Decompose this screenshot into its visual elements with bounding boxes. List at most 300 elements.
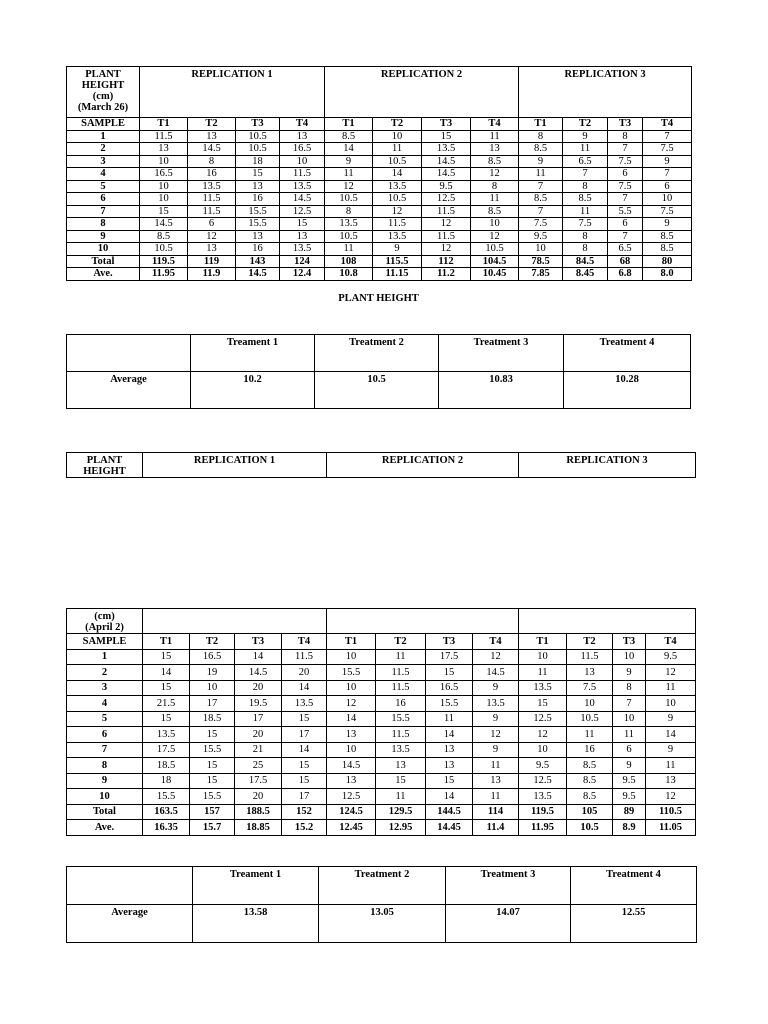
data-cell: 15 xyxy=(190,727,235,743)
treatment-header: T3 xyxy=(235,634,282,650)
sample-number: 5 xyxy=(67,711,143,727)
data-cell: 10 xyxy=(280,155,325,168)
total-value: 119.5 xyxy=(519,804,567,820)
data-cell: 11.5 xyxy=(422,230,471,243)
data-cell: 7.5 xyxy=(643,205,692,218)
data-cell: 11 xyxy=(325,168,373,181)
data-cell: 12.5 xyxy=(327,789,376,805)
ave-value: 10.45 xyxy=(471,268,519,281)
data-cell: 13 xyxy=(426,742,473,758)
total-value: 144.5 xyxy=(426,804,473,820)
data-cell: 10 xyxy=(567,696,613,712)
data-cell: 11.5 xyxy=(188,205,236,218)
data-cell: 11.5 xyxy=(567,649,613,665)
total-value: 112 xyxy=(422,255,471,268)
sample-number: 5 xyxy=(67,180,140,193)
average-value: 13.58 xyxy=(193,905,319,943)
data-cell: 16 xyxy=(236,243,280,256)
data-cell: 9 xyxy=(643,218,692,231)
ave-row xyxy=(67,820,696,836)
treatment-header: T1 xyxy=(519,118,563,131)
ave-value: 11.95 xyxy=(140,268,188,281)
sample-number: 2 xyxy=(67,665,143,681)
treatment-header: T3 xyxy=(422,118,471,131)
treatment-header: T1 xyxy=(140,118,188,131)
data-cell: 11 xyxy=(471,193,519,206)
data-cell: 15 xyxy=(519,696,567,712)
data-cell: 8.5 xyxy=(563,193,608,206)
data-cell: 8.5 xyxy=(325,130,373,143)
header-line: (March 26) xyxy=(77,102,129,114)
replication-2-blank xyxy=(327,609,519,634)
plant-height-table-april-2 xyxy=(66,608,696,836)
data-cell: 15 xyxy=(143,680,190,696)
data-cell: 14.5 xyxy=(280,193,325,206)
ave-value: 12.95 xyxy=(376,820,426,836)
replication-2-header: REPLICATION 2 xyxy=(327,453,519,478)
header-plant-height-cell xyxy=(67,453,143,478)
data-cell: 13 xyxy=(327,727,376,743)
data-cell: 16.5 xyxy=(426,680,473,696)
ave-value: 11.05 xyxy=(646,820,696,836)
total-value: 89 xyxy=(613,804,646,820)
data-cell: 20 xyxy=(282,665,327,681)
data-cell: 8 xyxy=(563,243,608,256)
data-cell: 13 xyxy=(188,243,236,256)
sample-number: 9 xyxy=(67,773,143,789)
treatment-4-header: Treatment 4 xyxy=(571,867,697,905)
table-row xyxy=(67,180,692,193)
data-cell: 16.5 xyxy=(140,168,188,181)
data-cell: 14 xyxy=(282,680,327,696)
data-cell: 14.5 xyxy=(327,758,376,774)
data-cell: 9.5 xyxy=(422,180,471,193)
treatment-header: T2 xyxy=(563,118,608,131)
data-cell: 14.5 xyxy=(235,665,282,681)
data-cell: 11 xyxy=(426,711,473,727)
ave-label: Ave. xyxy=(67,820,143,836)
data-cell: 8.5 xyxy=(567,773,613,789)
total-value: 84.5 xyxy=(563,255,608,268)
total-value: 68 xyxy=(608,255,643,268)
data-cell: 20 xyxy=(235,789,282,805)
total-value: 157 xyxy=(190,804,235,820)
data-cell: 13 xyxy=(646,773,696,789)
data-cell: 14 xyxy=(143,665,190,681)
sample-label: SAMPLE xyxy=(67,634,143,650)
data-cell: 8.5 xyxy=(643,230,692,243)
data-cell: 6 xyxy=(643,180,692,193)
total-value: 104.5 xyxy=(471,255,519,268)
data-cell: 7.5 xyxy=(519,218,563,231)
data-cell: 6 xyxy=(608,218,643,231)
data-cell: 11 xyxy=(376,789,426,805)
data-cell: 13.5 xyxy=(280,180,325,193)
data-cell: 18.5 xyxy=(190,711,235,727)
data-cell: 9 xyxy=(613,665,646,681)
data-cell: 17 xyxy=(282,727,327,743)
data-cell: 10.5 xyxy=(373,193,422,206)
data-cell: 15 xyxy=(422,130,471,143)
treatment-header: T4 xyxy=(280,118,325,131)
data-cell: 13.5 xyxy=(519,680,567,696)
data-cell: 8.5 xyxy=(567,758,613,774)
data-cell: 13.5 xyxy=(519,789,567,805)
data-cell: 8 xyxy=(608,130,643,143)
data-cell: 8 xyxy=(471,180,519,193)
data-cell: 9.5 xyxy=(519,758,567,774)
data-cell: 15 xyxy=(143,649,190,665)
data-cell: 9 xyxy=(643,155,692,168)
data-cell: 7 xyxy=(519,205,563,218)
table-row xyxy=(67,758,696,774)
data-cell: 9 xyxy=(473,742,519,758)
ave-value: 18.85 xyxy=(235,820,282,836)
ave-value: 16.35 xyxy=(143,820,190,836)
data-cell: 8 xyxy=(563,180,608,193)
sample-number: 3 xyxy=(67,680,143,696)
data-cell: 6.5 xyxy=(608,243,643,256)
data-cell: 9 xyxy=(563,130,608,143)
data-cell: 10 xyxy=(646,696,696,712)
data-cell: 11 xyxy=(325,243,373,256)
replication-3-header: REPLICATION 3 xyxy=(519,67,692,118)
total-row xyxy=(67,255,692,268)
header-line: HEIGHT xyxy=(83,466,126,478)
data-cell: 12 xyxy=(519,727,567,743)
data-cell: 10 xyxy=(140,155,188,168)
data-cell: 9 xyxy=(646,711,696,727)
ave-value: 15.7 xyxy=(190,820,235,836)
data-cell: 13.5 xyxy=(143,727,190,743)
data-cell: 14 xyxy=(646,727,696,743)
data-cell: 14 xyxy=(373,168,422,181)
empty-corner-cell xyxy=(67,867,193,905)
empty-corner-cell xyxy=(67,335,191,372)
data-cell: 14.5 xyxy=(422,168,471,181)
treatment-header: T2 xyxy=(373,118,422,131)
data-cell: 11 xyxy=(471,130,519,143)
total-value: 115.5 xyxy=(373,255,422,268)
data-cell: 10 xyxy=(190,680,235,696)
data-cell: 11.5 xyxy=(373,218,422,231)
sample-number: 7 xyxy=(67,742,143,758)
table-row xyxy=(67,243,692,256)
data-cell: 10 xyxy=(327,742,376,758)
sample-label: SAMPLE xyxy=(67,118,140,131)
data-cell: 15 xyxy=(140,205,188,218)
average-value: 10.5 xyxy=(315,372,439,409)
data-cell: 12 xyxy=(422,218,471,231)
ave-row xyxy=(67,268,692,281)
data-cell: 8 xyxy=(188,155,236,168)
sample-number: 6 xyxy=(67,193,140,206)
treatment-header: T4 xyxy=(473,634,519,650)
data-cell: 9.5 xyxy=(646,649,696,665)
total-value: 124.5 xyxy=(327,804,376,820)
data-cell: 15.5 xyxy=(236,205,280,218)
data-cell: 13 xyxy=(327,773,376,789)
treatment-header-row xyxy=(67,118,692,131)
table-row xyxy=(67,205,692,218)
treatment-header: T1 xyxy=(327,634,376,650)
data-cell: 10 xyxy=(613,711,646,727)
data-cell: 15.5 xyxy=(190,789,235,805)
data-cell: 11 xyxy=(563,143,608,156)
data-cell: 9 xyxy=(519,155,563,168)
header-line: PLANT xyxy=(86,455,123,466)
treatment-average-table-1 xyxy=(66,334,691,409)
sample-number: 6 xyxy=(67,727,143,743)
data-cell: 15 xyxy=(236,168,280,181)
data-cell: 13 xyxy=(567,665,613,681)
data-cell: 11 xyxy=(567,727,613,743)
treatment-1-header: Treament 1 xyxy=(193,867,319,905)
data-cell: 9 xyxy=(325,155,373,168)
data-cell: 10 xyxy=(327,649,376,665)
data-cell: 10 xyxy=(373,130,422,143)
data-cell: 8 xyxy=(613,680,646,696)
data-cell: 12.5 xyxy=(519,711,567,727)
sample-number: 10 xyxy=(67,243,140,256)
data-cell: 25 xyxy=(235,758,282,774)
sample-number: 1 xyxy=(67,130,140,143)
header-line: (cm) xyxy=(92,91,114,103)
total-value: 114 xyxy=(473,804,519,820)
table-body xyxy=(67,130,692,280)
total-value: 152 xyxy=(282,804,327,820)
treatment-header: T2 xyxy=(376,634,426,650)
data-cell: 17 xyxy=(235,711,282,727)
ave-label: Ave. xyxy=(67,268,140,281)
data-cell: 15.5 xyxy=(376,711,426,727)
table-row xyxy=(67,789,696,805)
data-cell: 13 xyxy=(471,143,519,156)
total-value: 78.5 xyxy=(519,255,563,268)
data-cell: 12 xyxy=(471,230,519,243)
header-date-cell xyxy=(67,609,143,634)
data-cell: 15 xyxy=(190,773,235,789)
data-cell: 11 xyxy=(563,205,608,218)
data-cell: 10.5 xyxy=(140,243,188,256)
data-cell: 15.5 xyxy=(190,742,235,758)
data-cell: 7 xyxy=(613,696,646,712)
treatment-header: T1 xyxy=(519,634,567,650)
data-cell: 12 xyxy=(373,205,422,218)
sample-number: 4 xyxy=(67,168,140,181)
data-cell: 13 xyxy=(280,130,325,143)
data-cell: 10.5 xyxy=(567,711,613,727)
treatment-header: T4 xyxy=(282,634,327,650)
data-cell: 7.5 xyxy=(643,143,692,156)
data-cell: 10 xyxy=(519,649,567,665)
plant-height-header-table xyxy=(66,452,696,478)
table-row xyxy=(67,130,692,143)
data-cell: 15 xyxy=(282,773,327,789)
treatment-header: T4 xyxy=(646,634,696,650)
data-cell: 11.5 xyxy=(140,130,188,143)
data-cell: 7 xyxy=(608,193,643,206)
data-cell: 17.5 xyxy=(426,649,473,665)
treatment-2-header: Treatment 2 xyxy=(319,867,446,905)
ave-value: 14.45 xyxy=(426,820,473,836)
sample-number: 7 xyxy=(67,205,140,218)
data-cell: 10 xyxy=(471,218,519,231)
data-cell: 13 xyxy=(426,758,473,774)
data-cell: 11 xyxy=(646,758,696,774)
data-cell: 15 xyxy=(143,711,190,727)
total-row xyxy=(67,804,696,820)
treatment-header: T1 xyxy=(325,118,373,131)
data-cell: 11.5 xyxy=(376,665,426,681)
data-cell: 12 xyxy=(188,230,236,243)
data-cell: 18.5 xyxy=(143,758,190,774)
treatment-2-header: Treatment 2 xyxy=(315,335,439,372)
data-cell: 21 xyxy=(235,742,282,758)
data-cell: 15 xyxy=(426,773,473,789)
data-cell: 10 xyxy=(327,680,376,696)
table-row xyxy=(67,168,692,181)
total-value: 188.5 xyxy=(235,804,282,820)
data-cell: 20 xyxy=(235,727,282,743)
total-value: 124 xyxy=(280,255,325,268)
data-cell: 8 xyxy=(325,205,373,218)
ave-value: 11.15 xyxy=(373,268,422,281)
data-cell: 7 xyxy=(519,180,563,193)
ave-value: 12.45 xyxy=(327,820,376,836)
data-cell: 12.5 xyxy=(422,193,471,206)
data-cell: 7 xyxy=(608,143,643,156)
data-cell: 13.5 xyxy=(188,180,236,193)
data-cell: 13.5 xyxy=(280,243,325,256)
data-cell: 14.5 xyxy=(422,155,471,168)
data-cell: 14 xyxy=(325,143,373,156)
data-cell: 15.5 xyxy=(143,789,190,805)
table-row xyxy=(67,218,692,231)
data-cell: 16 xyxy=(188,168,236,181)
total-label: Total xyxy=(67,255,140,268)
data-cell: 17.5 xyxy=(235,773,282,789)
data-cell: 11 xyxy=(473,789,519,805)
header-line: (April 2) xyxy=(85,622,124,634)
treatment-header: T2 xyxy=(190,634,235,650)
data-cell: 19 xyxy=(190,665,235,681)
data-cell: 14.5 xyxy=(473,665,519,681)
data-cell: 9 xyxy=(473,711,519,727)
ave-value: 14.5 xyxy=(236,268,280,281)
total-value: 143 xyxy=(236,255,280,268)
data-cell: 7.5 xyxy=(567,680,613,696)
data-cell: 11.5 xyxy=(280,168,325,181)
data-cell: 15 xyxy=(190,758,235,774)
ave-value: 6.8 xyxy=(608,268,643,281)
data-cell: 10 xyxy=(613,649,646,665)
header-line: (cm) xyxy=(94,611,115,622)
total-value: 163.5 xyxy=(143,804,190,820)
data-cell: 12 xyxy=(646,789,696,805)
data-cell: 15.5 xyxy=(327,665,376,681)
total-value: 108 xyxy=(325,255,373,268)
ave-value: 11.95 xyxy=(519,820,567,836)
ave-value: 8.45 xyxy=(563,268,608,281)
data-cell: 6 xyxy=(613,742,646,758)
table-row xyxy=(67,696,696,712)
data-cell: 15 xyxy=(282,711,327,727)
data-cell: 8.5 xyxy=(643,243,692,256)
treatment-header: T2 xyxy=(188,118,236,131)
data-cell: 17 xyxy=(190,696,235,712)
data-cell: 11 xyxy=(613,727,646,743)
data-cell: 14.5 xyxy=(140,218,188,231)
table-row xyxy=(67,711,696,727)
data-cell: 7 xyxy=(563,168,608,181)
sample-number: 9 xyxy=(67,230,140,243)
treatment-header: T1 xyxy=(143,634,190,650)
total-value: 119 xyxy=(188,255,236,268)
ave-value: 8.0 xyxy=(643,268,692,281)
data-cell: 8.5 xyxy=(140,230,188,243)
treatment-header-row xyxy=(67,634,696,650)
table-row xyxy=(67,649,696,665)
header-plant-height-cell xyxy=(67,67,140,118)
average-value: 10.28 xyxy=(564,372,691,409)
data-cell: 10 xyxy=(643,193,692,206)
replication-1-header: REPLICATION 1 xyxy=(143,453,327,478)
total-value: 129.5 xyxy=(376,804,426,820)
ave-value: 7.85 xyxy=(519,268,563,281)
data-cell: 10.5 xyxy=(471,243,519,256)
replication-3-header: REPLICATION 3 xyxy=(519,453,696,478)
data-cell: 13 xyxy=(236,180,280,193)
data-cell: 12 xyxy=(422,243,471,256)
replication-1-blank xyxy=(143,609,327,634)
data-cell: 7 xyxy=(643,130,692,143)
data-cell: 13.5 xyxy=(376,742,426,758)
ave-value: 11.2 xyxy=(422,268,471,281)
data-cell: 13.5 xyxy=(325,218,373,231)
data-cell: 16 xyxy=(567,742,613,758)
sample-number: 8 xyxy=(67,218,140,231)
sample-number: 2 xyxy=(67,143,140,156)
ave-value: 8.9 xyxy=(613,820,646,836)
data-cell: 13 xyxy=(236,230,280,243)
plant-height-caption: PLANT HEIGHT xyxy=(338,293,419,304)
data-cell: 10 xyxy=(140,193,188,206)
data-cell: 12.5 xyxy=(280,205,325,218)
data-cell: 7.5 xyxy=(563,218,608,231)
data-cell: 15 xyxy=(282,758,327,774)
data-cell: 17 xyxy=(282,789,327,805)
data-cell: 13 xyxy=(140,143,188,156)
data-cell: 8.5 xyxy=(519,143,563,156)
data-cell: 14 xyxy=(426,789,473,805)
ave-value: 12.4 xyxy=(280,268,325,281)
treatment-header: T3 xyxy=(426,634,473,650)
data-cell: 19.5 xyxy=(235,696,282,712)
data-cell: 6 xyxy=(188,218,236,231)
data-cell: 9 xyxy=(646,742,696,758)
data-cell: 9.5 xyxy=(519,230,563,243)
table-row xyxy=(67,727,696,743)
sample-number: 8 xyxy=(67,758,143,774)
treatment-header: T4 xyxy=(471,118,519,131)
average-value: 14.07 xyxy=(446,905,571,943)
data-cell: 15.5 xyxy=(426,696,473,712)
treatment-3-header: Treatment 3 xyxy=(446,867,571,905)
table-row xyxy=(67,230,692,243)
data-cell: 18 xyxy=(236,155,280,168)
data-cell: 13.5 xyxy=(373,180,422,193)
